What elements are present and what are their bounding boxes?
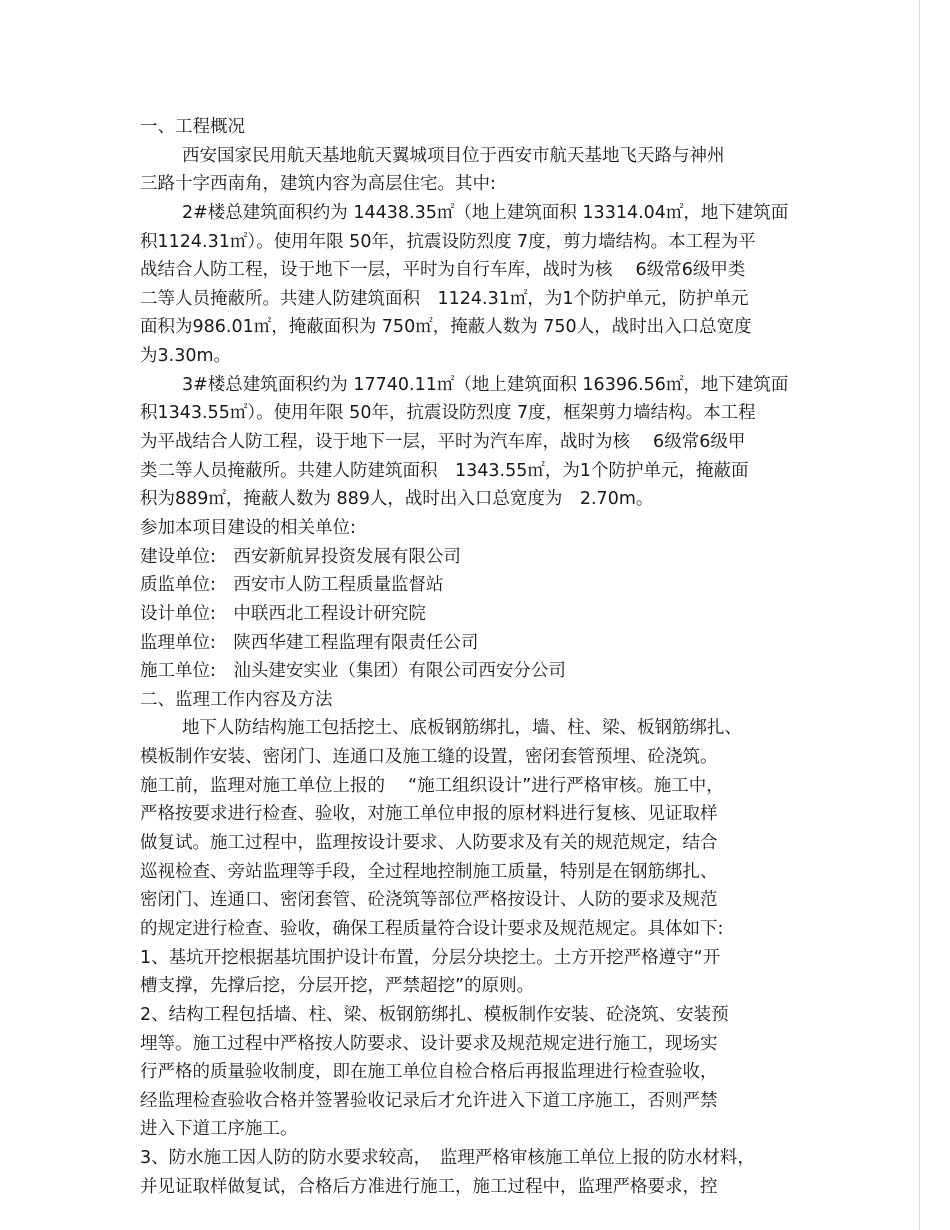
document-body: [140, 113, 865, 1201]
text-line: 施工单位: 汕头建安实业（集团）有限公司西安分公司: [140, 661, 566, 682]
page-edge-divider: [919, 0, 920, 1230]
text-line: 设计单位: 中联西北工程设计研究院: [140, 603, 426, 624]
text-line: 建设单位: 西安新航昇投资发展有限公司: [140, 546, 461, 567]
text-line: 地下人防结构施工包括挖土、底板钢筋绑扎，墙、柱、梁、板钢筋绑扎、: [182, 718, 742, 739]
text-line: 密闭门、连通口、密闭套管、砼浇筑等部位严格按设计、人防的要求及规范: [140, 890, 718, 911]
text-line: 施工前，监理对施工单位上报的 “施工组织设计”进行严格审核。施工中，: [140, 775, 724, 796]
text-line: 并见证取样做复试，合格后方准进行施工，施工过程中，监理严格要求，控: [140, 1176, 718, 1197]
text-line: 3#楼总建筑面积约为 17740.11㎡（地上建筑面积 16396.56㎡，地下建筑面: [182, 374, 789, 395]
text-line: 3、防水施工因人防的防水要求较高， 监理严格审核施工单位上报的防水材料，: [140, 1148, 755, 1169]
text-line: 为3.30m。: [140, 346, 232, 367]
text-line: 类二等人员掩蔽所。共建人防建筑面积 1343.55㎡，为1个防护单元，掩蔽面: [140, 460, 749, 481]
text-line: 监理单位: 陕西华建工程监理有限责任公司: [140, 632, 479, 653]
text-line: 经监理检查验收合格并签署验收记录后才允许进入下道工序施工，否则严禁: [140, 1090, 718, 1111]
text-line: 三路十字西南角，建筑内容为高层住宅。其中:: [140, 174, 496, 195]
text-line: 二、监理工作内容及方法: [140, 689, 333, 710]
text-line: 面积为986.01㎡，掩蔽面积为 750㎡，掩蔽人数为 750人，战时出入口总宽度: [140, 317, 752, 338]
text-line: 参加本项目建设的相关单位:: [140, 517, 356, 538]
text-line: 2#楼总建筑面积约为 14438.35㎡（地上建筑面积 13314.04㎡，地下建筑面: [182, 202, 789, 223]
text-line: 2、结构工程包括墙、柱、梁、板钢筋绑扎、模板制作安装、砼浇筑、安装预: [140, 1004, 729, 1025]
text-line: 做复试。施工过程中，监理按设计要求、人防要求及有关的规范规定，结合: [140, 833, 718, 854]
text-line: 1、基坑开挖根据基坑围护设计布置，分层分块挖土。土方开挖严格遵守“开: [140, 947, 721, 968]
text-line: 质监单位: 西安市人防工程质量监督站: [140, 575, 444, 596]
text-line: 槽支撑，先撑后挖，分层开挖，严禁超挖”的原则。: [140, 976, 535, 997]
text-line: 一、工程概况: [140, 117, 245, 137]
text-line: 行严格的质量验收制度，即在施工单位自检合格后再报监理进行检查验收，: [140, 1062, 718, 1083]
text-line: 为平战结合人防工程，设于地下一层，平时为汽车库，战时为核 6级常6级甲: [140, 432, 746, 453]
text-line: 进入下道工序施工。: [140, 1119, 298, 1140]
text-line: 战结合人防工程，设于地下一层，平时为自行车库，战时为核 6级常6级甲类: [140, 260, 746, 281]
text-line: 积1343.55㎡）。使用年限 50年，抗震设防烈度 7度，框架剪力墙结构。本工程: [140, 403, 756, 424]
text-line: 积1124.31㎡）。使用年限 50年，抗震设防烈度 7度，剪力墙结构。本工程为平: [140, 231, 756, 252]
text-line: 的规定进行检查、验收，确保工程质量符合设计要求及规范规定。具体如下:: [140, 918, 724, 939]
text-line: 西安国家民用航天基地航天翼城项目位于西安市航天基地飞天路与神州: [182, 145, 725, 166]
text-line: 二等人员掩蔽所。共建人防建筑面积 1124.31㎡，为1个防护单元，防护单元: [140, 288, 749, 309]
text-line: 埋等。施工过程中严格按人防要求、设计要求及规范规定进行施工，现场实: [140, 1033, 718, 1054]
text-line: 模板制作安装、密闭门、连通口及施工缝的设置，密闭套管预埋、砼浇筑。: [140, 747, 718, 768]
text-line: 严格按要求进行检查、验收，对施工单位申报的原材料进行复核、见证取样: [140, 804, 718, 825]
text-line: 巡视检查、旁站监理等手段，全过程地控制施工质量，特别是在钢筋绑扎、: [140, 861, 718, 882]
text-line: 积为889㎡，掩蔽人数为 889人，战时出入口总宽度为 2.70m。: [140, 489, 654, 510]
